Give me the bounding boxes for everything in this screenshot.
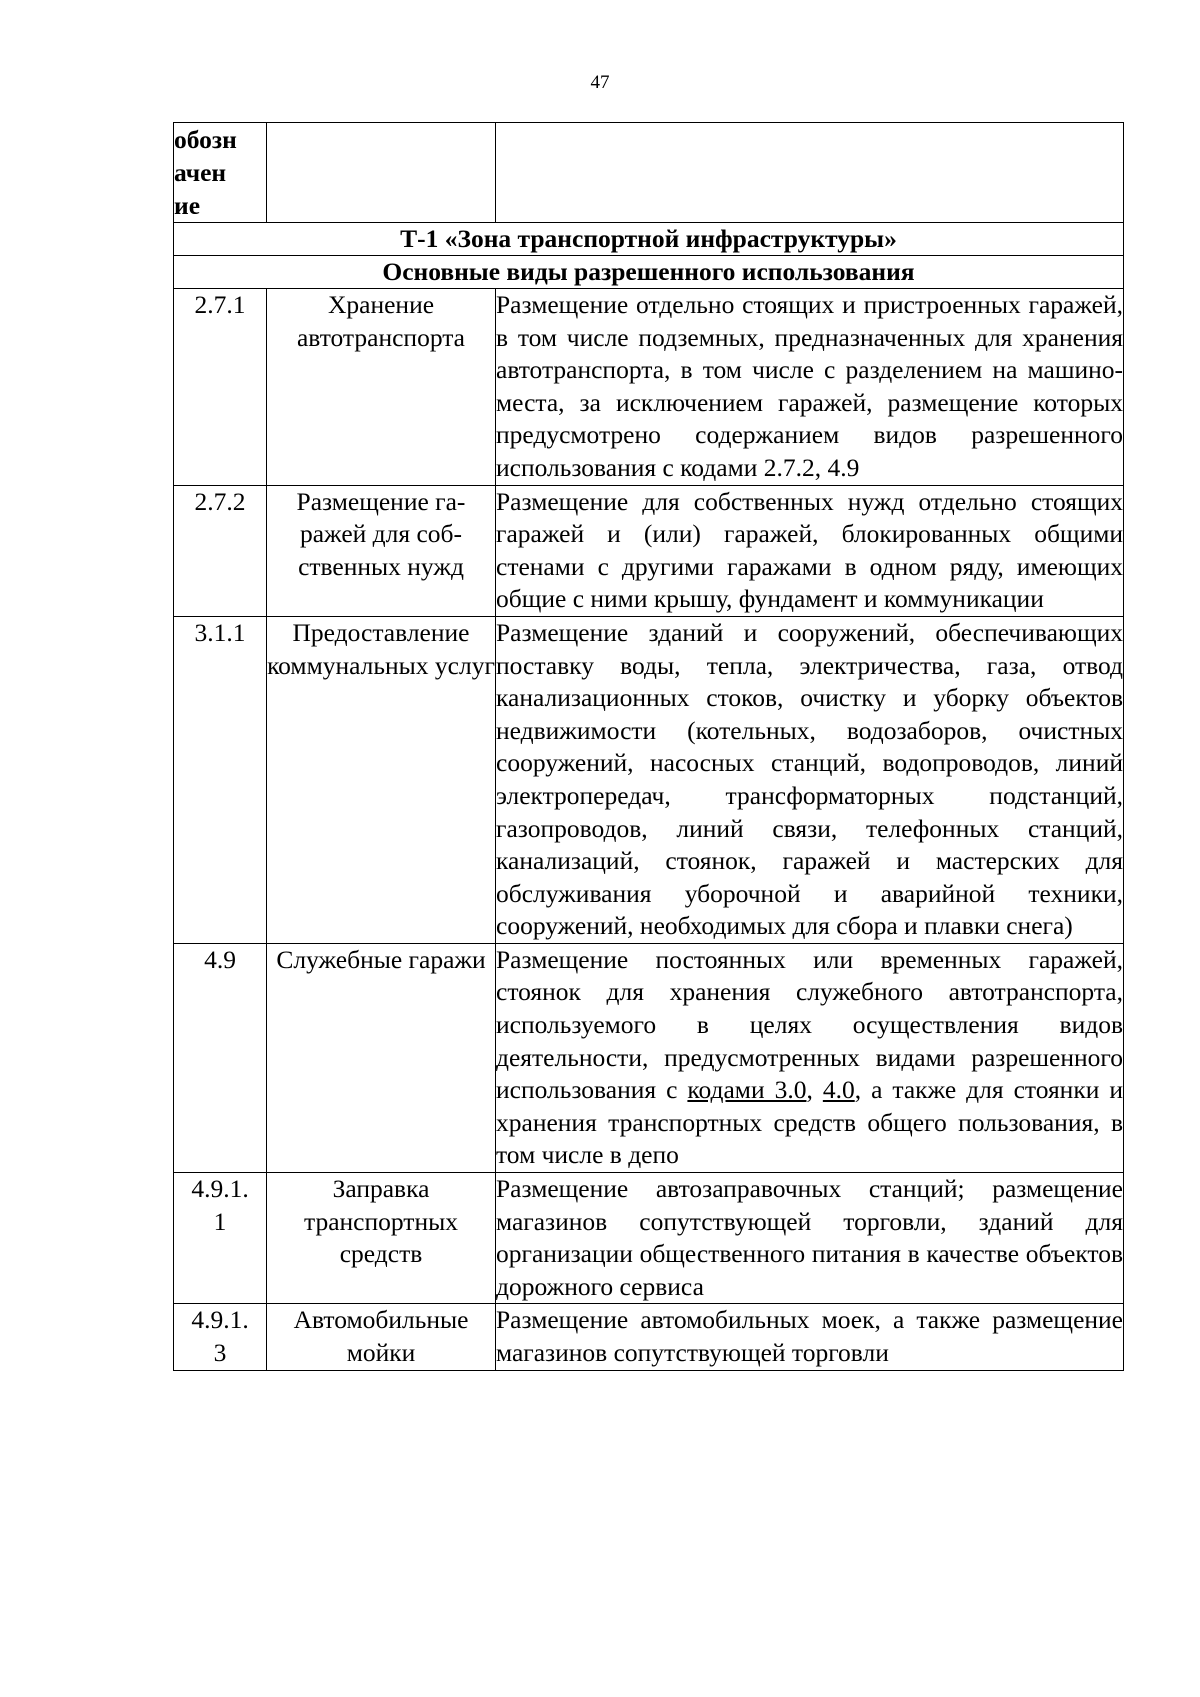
- row-description: [496, 943, 1124, 1172]
- row-code-line: 4.9.1.: [191, 1174, 249, 1204]
- row-name: Заправка транспортных средств: [267, 1173, 496, 1304]
- row-code: 4.9: [174, 943, 267, 1172]
- header-code-line: ие: [174, 191, 201, 220]
- row-code: 2.7.1: [174, 289, 267, 486]
- table-header-row: [174, 123, 1124, 223]
- section-title-row: [174, 256, 1124, 289]
- section-title: Основные виды разрешенного использования: [174, 256, 1124, 289]
- row-description: Размещение автомобильных моек, а также размещение магазинов сопутствующей торговли: [496, 1304, 1124, 1370]
- row-description: Размещение отдельно стоящих и пристроенных гаражей, в том числе подземных, предназначенных для хранения автотранспорта, в том числе с разделением на машино-места, за исключением гаражей, размещение которых предусмотрено содержанием видов разрешенного использования с кодами 2.7.2, 4.9: [496, 289, 1124, 486]
- land-use-table: [173, 122, 1124, 1371]
- row-code-line: 3: [213, 1338, 227, 1367]
- desc-text: Размещение постоянных или временных гаражей, стоянок для хранения служебного автотранспорта, используемого в целях осуществления видов деятельности, предусмотренных видами разрешенного использования с: [496, 944, 1123, 1105]
- row-name: Хранение автотранспорта: [267, 289, 496, 486]
- code-reference-link[interactable]: кодами 3.0: [687, 1075, 807, 1105]
- header-code-line: обозн: [174, 125, 237, 154]
- table-row: [174, 485, 1124, 616]
- zone-title-row: [174, 223, 1124, 256]
- desc-separator: ,: [806, 1075, 823, 1105]
- row-name: Предоставление коммунальных услуг: [267, 616, 496, 943]
- table-row: [174, 289, 1124, 486]
- row-code-line: 1: [213, 1206, 227, 1236]
- row-description: Размещение автозаправочных станций; размещение магазинов сопутствующей торговли, зданий для организации общественного питания в качестве объектов дорожного сервиса: [496, 1173, 1124, 1304]
- desc-text: , а также для стоянки и хранения транспортных средств общего пользования, в том числе в депо: [496, 1075, 1124, 1170]
- zone-title: Т-1 «Зона транспортной инфраструктуры»: [174, 223, 1124, 256]
- row-code-line: 4.9.1.: [191, 1305, 249, 1335]
- table-row: [174, 616, 1124, 943]
- table-row: [174, 943, 1124, 1172]
- code-reference-link[interactable]: 4.0: [822, 1075, 855, 1105]
- row-name: Служебные гаражи: [267, 943, 496, 1172]
- row-name: Размещение га-ражей для соб-ственных нужд: [267, 485, 496, 616]
- row-code: 3.1.1: [174, 616, 267, 943]
- row-description: Размещение зданий и сооружений, обеспечивающих поставку воды, тепла, электричества, газа, отвод канализационных стоков, очистку и уборку объектов недвижимости (котельных, водозаборов, очистных сооружений, насосных станций, водопроводов, линий электропередач, трансформаторных подстанций, газопроводов, линий связи, телефонных станций, канализаций, стоянок, гаражей и мастерских для обслуживания уборочной и аварийной техники, сооружений, необходимых для сбора и плавки снега): [496, 616, 1124, 943]
- page-number: 47: [590, 72, 610, 93]
- row-code: [174, 1173, 267, 1304]
- header-desc-cell: [496, 123, 1124, 223]
- table-row: [174, 1173, 1124, 1304]
- table-row: [174, 1304, 1124, 1370]
- header-code-line: ачен: [174, 158, 227, 187]
- row-code: [174, 1304, 267, 1370]
- row-code: 2.7.2: [174, 485, 267, 616]
- row-name: Автомобильные мойки: [267, 1304, 496, 1370]
- header-code-cell: [174, 123, 267, 223]
- header-name-cell: [267, 123, 496, 223]
- row-description: Размещение для собственных нужд отдельно стоящих гаражей и (или) гаражей, блокированных общими стенами с другими гаражами в одном ряду, имеющих общие с ними крышу, фундамент и коммуникации: [496, 485, 1124, 616]
